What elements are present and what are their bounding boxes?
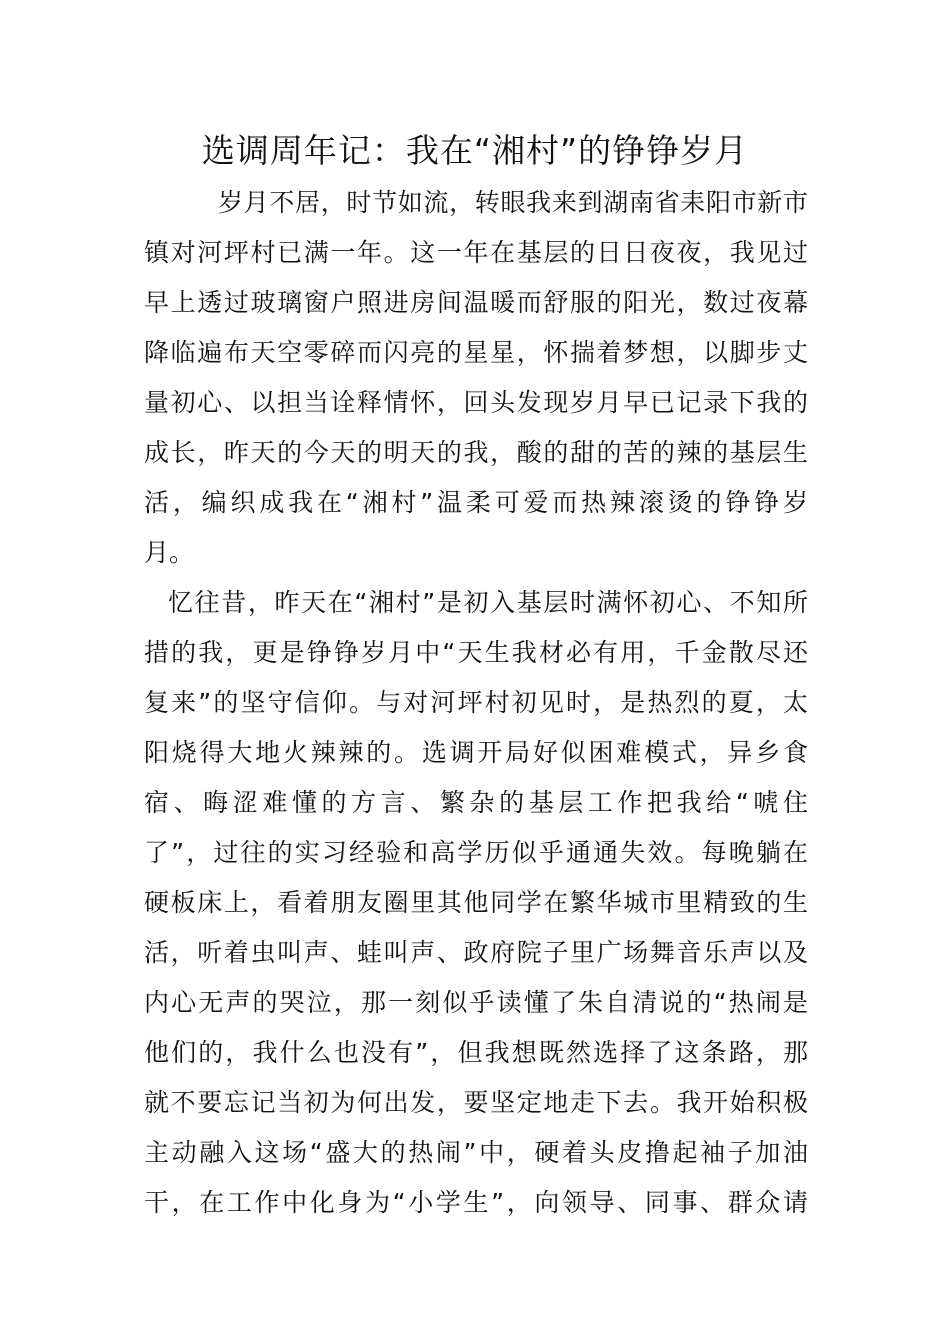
paragraph-1 [144,178,808,578]
text-line: 措的我，更是铮铮岁月中“天生我材必有用，千金散尽还 [144,638,808,667]
text-line: 镇对河坪村已满一年。这一年在基层的日日夜夜，我见过 [144,238,808,267]
text-line: 了”，过往的实习经验和高学历似乎通通失效。每晚躺在 [144,838,808,867]
text-line: 早上透过玻璃窗户照进房间温暖而舒服的阳光，数过夜幕 [144,288,808,317]
text-line: 忆往昔，昨天在“湘村”是初入基层时满怀初心、不知所 [168,588,808,617]
text-line: 降临遍布天空零碎而闪亮的星星，怀揣着梦想，以脚步丈 [144,338,808,367]
text-line: 就不要忘记当初为何出发，要坚定地走下去。我开始积极 [144,1088,808,1117]
text-line: 岁月不居，时节如流，转眼我来到湖南省耒阳市新市 [218,188,808,217]
text-line: 活，听着虫叫声、蛙叫声、政府院子里广场舞音乐声以及 [144,938,808,967]
text-line: 成长，昨天的今天的明天的我，酸的甜的苦的辣的基层生 [144,438,808,467]
text-line: 内心无声的哭泣，那一刻似乎读懂了朱自清说的“热闹是 [144,988,808,1017]
document-body [144,178,808,1228]
text-line: 月。 [144,538,195,567]
text-line: 他们的，我什么也没有”，但我想既然选择了这条路，那 [144,1038,808,1067]
text-line: 活，编织成我在“湘村”温柔可爱而热辣滚烫的铮铮岁 [144,488,808,517]
text-line: 硬板床上，看着朋友圈里其他同学在繁华城市里精致的生 [144,888,808,917]
text-line: 量初心、以担当诠释情怀，回头发现岁月早已记录下我的 [144,388,808,417]
text-line: 干，在工作中化身为“小学生”，向领导、同事、群众请 [144,1188,808,1217]
text-line: 宿、晦涩难懂的方言、繁杂的基层工作把我给“唬住 [144,788,808,817]
text-line: 复来”的坚守信仰。与对河坪村初见时，是热烈的夏，太 [144,688,808,717]
paragraph-2 [144,578,808,1228]
text-line: 阳烧得大地火辣辣的。选调开局好似困难模式，异乡食 [144,738,808,767]
document-title: 选调周年记：我在“湘村”的铮铮岁月 [201,131,749,170]
text-line: 主动融入这场“盛大的热闹”中，硬着头皮撸起袖子加油 [144,1138,808,1167]
